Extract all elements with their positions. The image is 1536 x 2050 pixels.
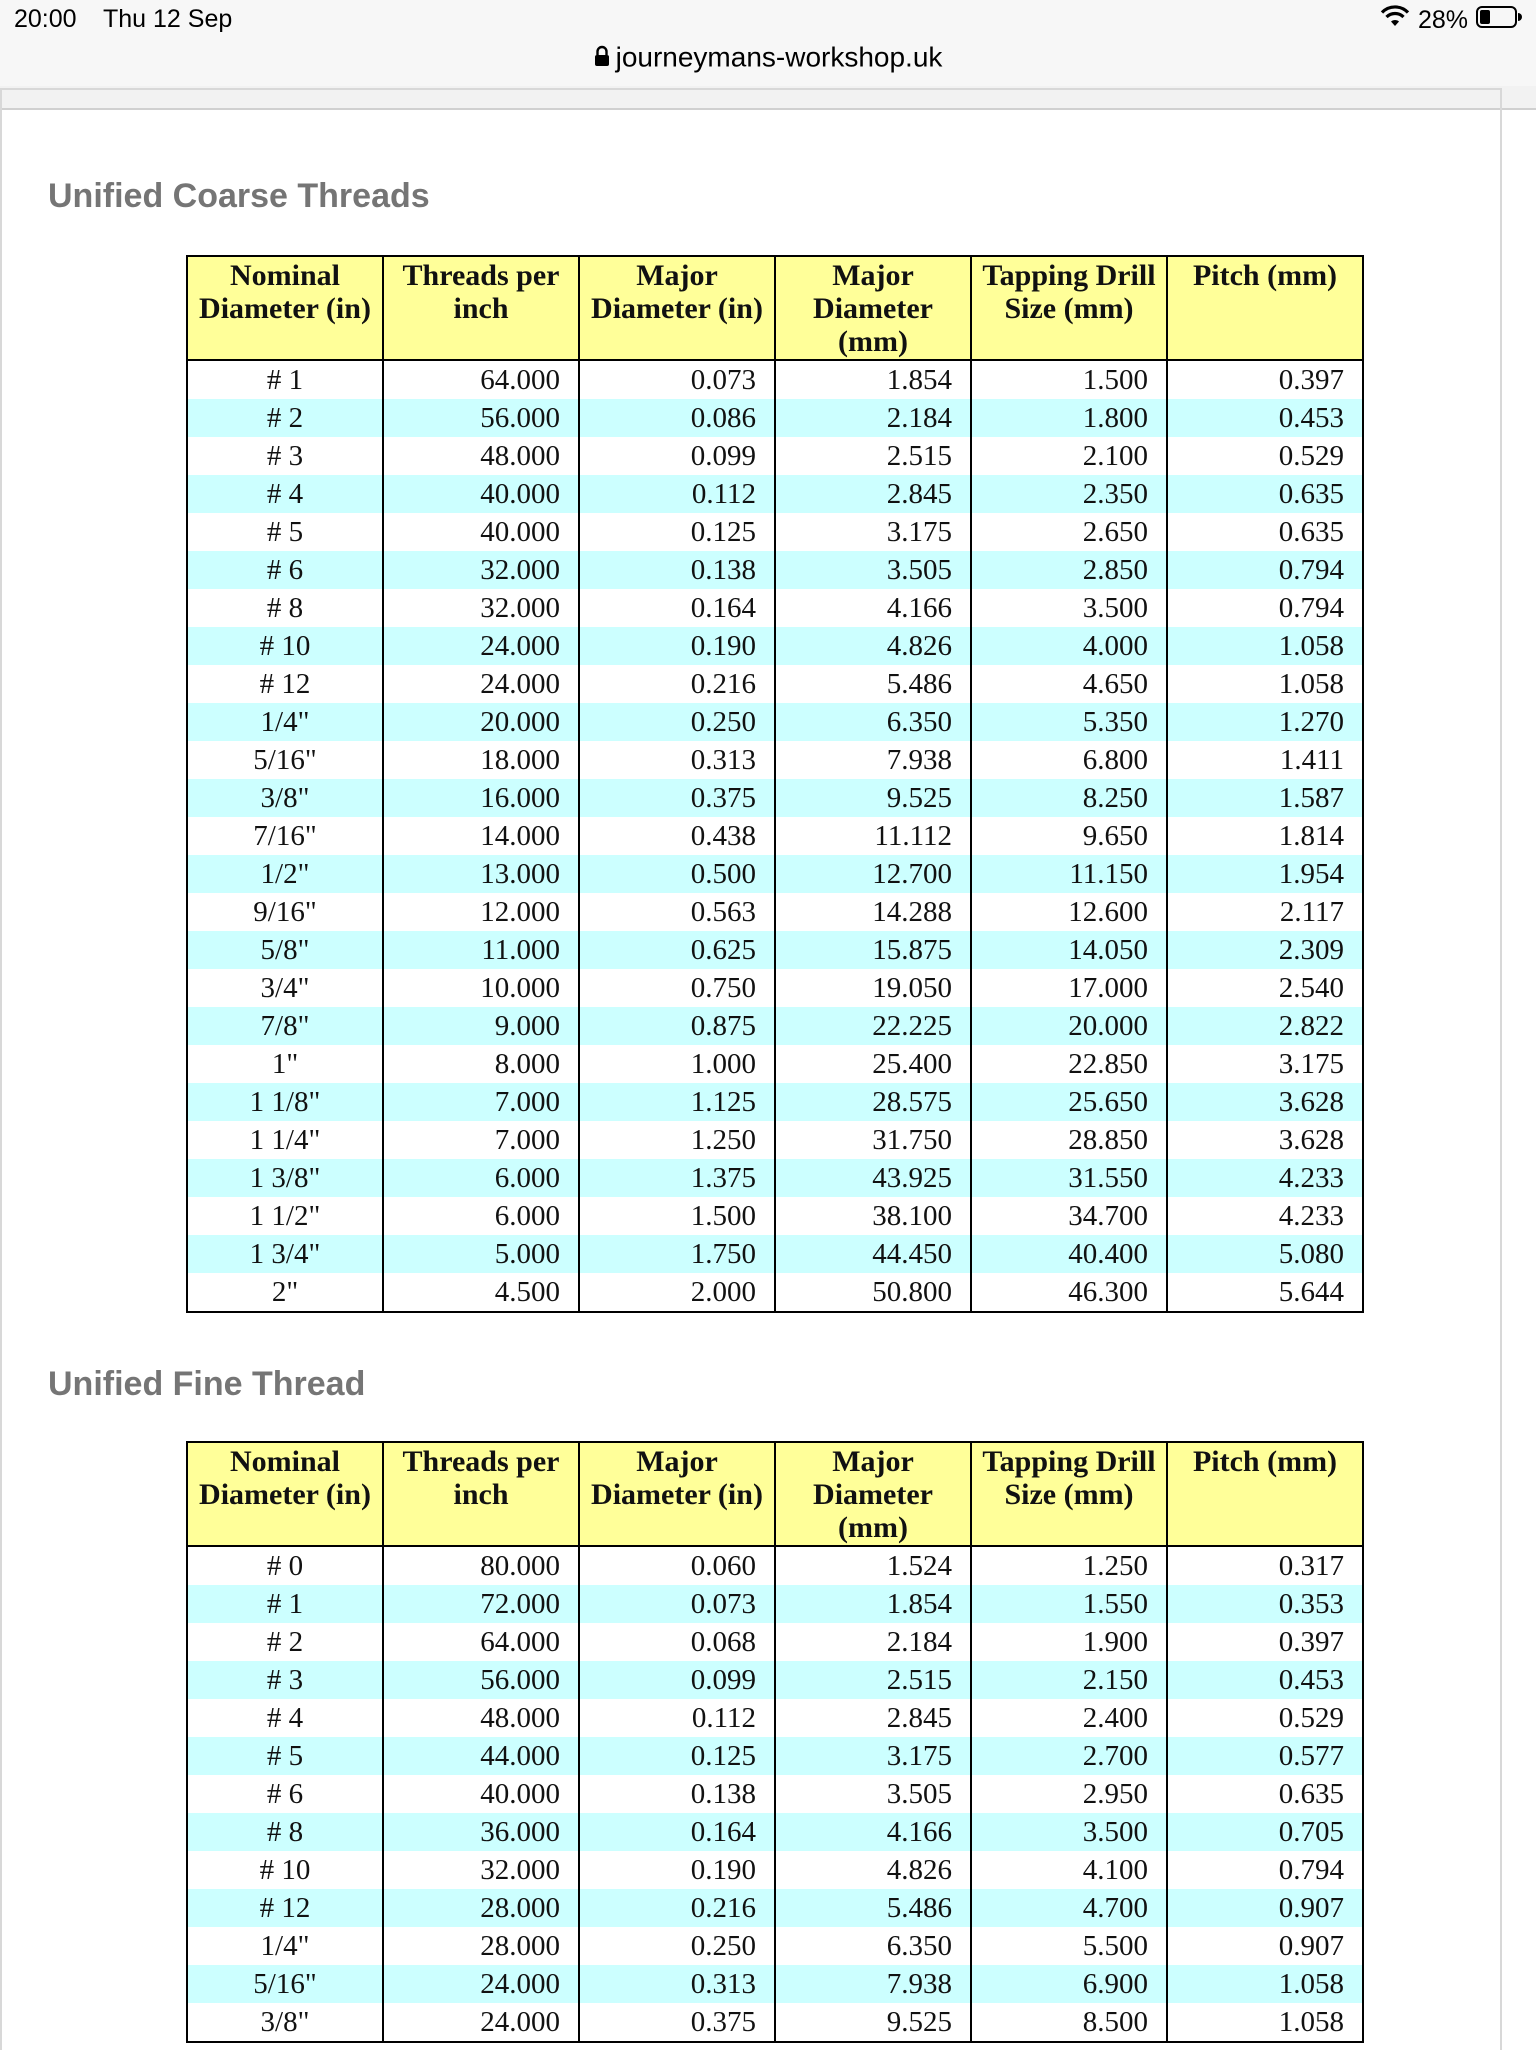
table-cell: 0.794 (1167, 1851, 1363, 1889)
table-row (187, 855, 1363, 893)
table-cell: 6.800 (971, 741, 1167, 779)
table-cell: # 6 (187, 551, 383, 589)
table-cell: 2.845 (775, 1699, 971, 1737)
table-cell: 0.099 (579, 437, 775, 475)
table-cell: # 3 (187, 437, 383, 475)
table-cell: 0.529 (1167, 1699, 1363, 1737)
table-cell: 9.525 (775, 2003, 971, 2042)
table-row (187, 1889, 1363, 1927)
table-row (187, 817, 1363, 855)
table-cell: 80.000 (383, 1546, 579, 1585)
table-cell: 1 3/8" (187, 1159, 383, 1197)
table-cell: 2.117 (1167, 893, 1363, 931)
table-cell: 1.524 (775, 1546, 971, 1585)
table-cell: 3.628 (1167, 1083, 1363, 1121)
table-cell: 0.635 (1167, 1775, 1363, 1813)
table-row (187, 1159, 1363, 1197)
table-cell: # 2 (187, 1623, 383, 1661)
url-text: journeymans-workshop.uk (615, 41, 943, 73)
table-row (187, 1121, 1363, 1159)
coarse-thread-table (186, 255, 1364, 1313)
table-cell: 44.450 (775, 1235, 971, 1273)
table-cell: # 5 (187, 1737, 383, 1775)
table-cell: 3.175 (1167, 1045, 1363, 1083)
table-cell: 4.700 (971, 1889, 1167, 1927)
table-cell: 0.125 (579, 513, 775, 551)
table-row (187, 1623, 1363, 1661)
column-header: Pitch (mm) (1167, 1442, 1363, 1546)
table-cell: 32.000 (383, 1851, 579, 1889)
table-cell: 72.000 (383, 1585, 579, 1623)
table-cell: 1.750 (579, 1235, 775, 1273)
table-cell: 1 1/8" (187, 1083, 383, 1121)
table-row (187, 1813, 1363, 1851)
table-cell: 0.635 (1167, 475, 1363, 513)
battery-icon (1476, 5, 1522, 36)
table-cell: 5/8" (187, 931, 383, 969)
table-row (187, 2003, 1363, 2042)
table-cell: 12.700 (775, 855, 971, 893)
table-cell: 4.000 (971, 627, 1167, 665)
table-row (187, 513, 1363, 551)
table-cell: 1/4" (187, 703, 383, 741)
table-cell: 28.000 (383, 1889, 579, 1927)
table-cell: 5/16" (187, 1965, 383, 2003)
table-cell: 17.000 (971, 969, 1167, 1007)
table-cell: 2.650 (971, 513, 1167, 551)
table-cell: 1.500 (579, 1197, 775, 1235)
table-row (187, 1965, 1363, 2003)
column-header: Tapping Drill Size (mm) (971, 256, 1167, 360)
table-cell: 0.317 (1167, 1546, 1363, 1585)
table-cell: 0.164 (579, 589, 775, 627)
table-cell: 1.800 (971, 399, 1167, 437)
table-row (187, 627, 1363, 665)
table-cell: 16.000 (383, 779, 579, 817)
table-cell: 0.875 (579, 1007, 775, 1045)
column-header: Major Diameter (mm) (775, 256, 971, 360)
table-cell: 0.907 (1167, 1889, 1363, 1927)
table-cell: 28.850 (971, 1121, 1167, 1159)
table-cell: 3/8" (187, 779, 383, 817)
table-cell: 0.563 (579, 893, 775, 931)
table-cell: 7/16" (187, 817, 383, 855)
table-cell: 0.216 (579, 1889, 775, 1927)
table-cell: 7.000 (383, 1083, 579, 1121)
table-cell: 13.000 (383, 855, 579, 893)
table-cell: 0.138 (579, 551, 775, 589)
table-row (187, 1699, 1363, 1737)
table-cell: 14.288 (775, 893, 971, 931)
table-cell: 0.099 (579, 1661, 775, 1699)
table-cell: 0.073 (579, 1585, 775, 1623)
table-cell: 0.794 (1167, 551, 1363, 589)
table-cell: # 3 (187, 1661, 383, 1699)
table-cell: # 6 (187, 1775, 383, 1813)
table-cell: 5.000 (383, 1235, 579, 1273)
table-cell: 0.112 (579, 475, 775, 513)
table-cell: # 10 (187, 627, 383, 665)
table-row (187, 665, 1363, 703)
table-cell: 1.900 (971, 1623, 1167, 1661)
column-header: Pitch (mm) (1167, 256, 1363, 360)
table-cell: 0.750 (579, 969, 775, 1007)
table-cell: 3.505 (775, 1775, 971, 1813)
table-cell: 12.000 (383, 893, 579, 931)
table-cell: 1.058 (1167, 627, 1363, 665)
table-cell: 6.900 (971, 1965, 1167, 2003)
table-cell: 1.058 (1167, 665, 1363, 703)
table-cell: # 8 (187, 1813, 383, 1851)
table-row (187, 893, 1363, 931)
table-row (187, 551, 1363, 589)
table-cell: # 2 (187, 399, 383, 437)
table-cell: 0.353 (1167, 1585, 1363, 1623)
table-cell: 0.500 (579, 855, 775, 893)
table-cell: 2.184 (775, 1623, 971, 1661)
table-cell: 4.650 (971, 665, 1167, 703)
table-cell: 0.125 (579, 1737, 775, 1775)
table-cell: 0.397 (1167, 1623, 1363, 1661)
column-header: Major Diameter (mm) (775, 1442, 971, 1546)
table-cell: 3/8" (187, 2003, 383, 2042)
table-cell: 3/4" (187, 969, 383, 1007)
table-cell: 0.164 (579, 1813, 775, 1851)
table-cell: 0.073 (579, 360, 775, 399)
table-cell: 40.000 (383, 475, 579, 513)
table-cell: 1 3/4" (187, 1235, 383, 1273)
table-cell: 0.794 (1167, 589, 1363, 627)
table-row (187, 741, 1363, 779)
table-cell: 32.000 (383, 589, 579, 627)
table-cell: 24.000 (383, 665, 579, 703)
table-cell: # 4 (187, 475, 383, 513)
table-cell: 8.000 (383, 1045, 579, 1083)
table-cell: 4.166 (775, 1813, 971, 1851)
lock-icon (594, 42, 610, 74)
table-cell: 14.050 (971, 931, 1167, 969)
table-cell: 1.854 (775, 1585, 971, 1623)
table-cell: 0.250 (579, 703, 775, 741)
table-cell: 28.575 (775, 1083, 971, 1121)
table-cell: 1.550 (971, 1585, 1167, 1623)
table-cell: # 10 (187, 1851, 383, 1889)
table-cell: 3.500 (971, 1813, 1167, 1851)
table-cell: 2.100 (971, 437, 1167, 475)
table-cell: 2.850 (971, 551, 1167, 589)
table-cell: # 0 (187, 1546, 383, 1585)
table-cell: 5/16" (187, 741, 383, 779)
table-cell: 0.529 (1167, 437, 1363, 475)
table-cell: 0.453 (1167, 1661, 1363, 1699)
table-cell: 0.907 (1167, 1927, 1363, 1965)
table-cell: 1/4" (187, 1927, 383, 1965)
table-cell: 3.175 (775, 513, 971, 551)
table-cell: 48.000 (383, 437, 579, 475)
table-cell: 38.100 (775, 1197, 971, 1235)
table-cell: 48.000 (383, 1699, 579, 1737)
table-cell: 0.375 (579, 779, 775, 817)
table-cell: 50.800 (775, 1273, 971, 1312)
table-cell: 1.954 (1167, 855, 1363, 893)
table-cell: 15.875 (775, 931, 971, 969)
table-cell: 9.650 (971, 817, 1167, 855)
table-cell: # 1 (187, 360, 383, 399)
table-cell: 0.112 (579, 1699, 775, 1737)
table-cell: 2.950 (971, 1775, 1167, 1813)
table-cell: 0.086 (579, 399, 775, 437)
table-row (187, 1273, 1363, 1312)
table-cell: 2.000 (579, 1273, 775, 1312)
table-row (187, 1546, 1363, 1585)
table-cell: 9.000 (383, 1007, 579, 1045)
wifi-icon (1380, 5, 1410, 36)
table-cell: 0.068 (579, 1623, 775, 1661)
table-cell: 31.750 (775, 1121, 971, 1159)
table-cell: 0.577 (1167, 1737, 1363, 1775)
table-cell: 4.826 (775, 627, 971, 665)
table-cell: 31.550 (971, 1159, 1167, 1197)
table-cell: 6.350 (775, 1927, 971, 1965)
column-header: Nominal Diameter (in) (187, 256, 383, 360)
table-cell: 5.644 (1167, 1273, 1363, 1312)
table-cell: 2.515 (775, 437, 971, 475)
table-cell: 5.080 (1167, 1235, 1363, 1273)
table-cell: 7/8" (187, 1007, 383, 1045)
table-cell: 0.635 (1167, 513, 1363, 551)
table-cell: 0.375 (579, 2003, 775, 2042)
table-cell: 2.822 (1167, 1007, 1363, 1045)
table-cell: 0.190 (579, 627, 775, 665)
header-row (187, 256, 1363, 360)
coarse-section-title: Unified Coarse Threads (48, 177, 430, 215)
table-cell: 1.270 (1167, 703, 1363, 741)
table-cell: 46.300 (971, 1273, 1167, 1312)
table-cell: 34.700 (971, 1197, 1167, 1235)
table-cell: # 4 (187, 1699, 383, 1737)
table-cell: 2.150 (971, 1661, 1167, 1699)
table-cell: 25.400 (775, 1045, 971, 1083)
table-cell: 11.000 (383, 931, 579, 969)
table-cell: 4.826 (775, 1851, 971, 1889)
table-cell: 3.500 (971, 589, 1167, 627)
table-cell: 18.000 (383, 741, 579, 779)
table-cell: 5.486 (775, 1889, 971, 1927)
table-cell: 2.309 (1167, 931, 1363, 969)
table-cell: 2.400 (971, 1699, 1167, 1737)
table-cell: # 12 (187, 1889, 383, 1927)
table-cell: 2.184 (775, 399, 971, 437)
status-bar (0, 0, 1536, 88)
table-cell: 9/16" (187, 893, 383, 931)
status-time: 20:00 (14, 5, 77, 33)
table-cell: 40.000 (383, 513, 579, 551)
table-cell: 0.313 (579, 741, 775, 779)
table-cell: 1 1/4" (187, 1121, 383, 1159)
table-cell: 5.350 (971, 703, 1167, 741)
table-cell: 25.650 (971, 1083, 1167, 1121)
table-cell: 3.175 (775, 1737, 971, 1775)
address-bar[interactable] (0, 40, 1536, 74)
table-cell: 0.397 (1167, 360, 1363, 399)
table-row (187, 1045, 1363, 1083)
table-cell: 0.190 (579, 1851, 775, 1889)
table-cell: 32.000 (383, 551, 579, 589)
table-cell: 11.112 (775, 817, 971, 855)
table-cell: 24.000 (383, 2003, 579, 2042)
table-row (187, 1083, 1363, 1121)
table-cell: 3.505 (775, 551, 971, 589)
table-cell: 64.000 (383, 360, 579, 399)
table-cell: 10.000 (383, 969, 579, 1007)
table-cell: 40.000 (383, 1775, 579, 1813)
table-row (187, 1661, 1363, 1699)
table-cell: 1.000 (579, 1045, 775, 1083)
table-row (187, 703, 1363, 741)
table-cell: 20.000 (383, 703, 579, 741)
table-cell: 64.000 (383, 1623, 579, 1661)
table-cell: # 12 (187, 665, 383, 703)
table-cell: 4.233 (1167, 1197, 1363, 1235)
table-cell: 0.138 (579, 1775, 775, 1813)
fine-thread-table (186, 1441, 1364, 2043)
table-cell: 0.216 (579, 665, 775, 703)
table-cell: 2.540 (1167, 969, 1363, 1007)
table-cell: 56.000 (383, 1661, 579, 1699)
table-cell: 0.705 (1167, 1813, 1363, 1851)
table-cell: 36.000 (383, 1813, 579, 1851)
table-row (187, 360, 1363, 399)
table-row (187, 1775, 1363, 1813)
table-cell: 1" (187, 1045, 383, 1083)
table-cell: 4.166 (775, 589, 971, 627)
table-cell: 11.150 (971, 855, 1167, 893)
table-cell: 2.350 (971, 475, 1167, 513)
table-row (187, 437, 1363, 475)
table-row (187, 1007, 1363, 1045)
table-row (187, 779, 1363, 817)
header-row (187, 1442, 1363, 1546)
table-cell: 7.000 (383, 1121, 579, 1159)
table-cell: 2.700 (971, 1737, 1167, 1775)
table-cell: 4.233 (1167, 1159, 1363, 1197)
table-cell: 14.000 (383, 817, 579, 855)
table-cell: 1.814 (1167, 817, 1363, 855)
column-header: Nominal Diameter (in) (187, 1442, 383, 1546)
table-cell: 2.515 (775, 1661, 971, 1699)
table-cell: 0.438 (579, 817, 775, 855)
table-row (187, 1927, 1363, 1965)
table-cell: 0.313 (579, 1965, 775, 2003)
table-cell: 7.938 (775, 1965, 971, 2003)
table-cell: 1.854 (775, 360, 971, 399)
table-cell: 1.500 (971, 360, 1167, 399)
table-row (187, 1737, 1363, 1775)
table-cell: 7.938 (775, 741, 971, 779)
column-header: Threads per inch (383, 256, 579, 360)
table-cell: 28.000 (383, 1927, 579, 1965)
table-cell: 40.400 (971, 1235, 1167, 1273)
table-cell: 8.250 (971, 779, 1167, 817)
table-cell: 19.050 (775, 969, 971, 1007)
table-cell: 1.058 (1167, 2003, 1363, 2042)
table-cell: 6.000 (383, 1197, 579, 1235)
table-cell: 44.000 (383, 1737, 579, 1775)
battery-percent: 28% (1417, 6, 1468, 34)
table-cell: 1.587 (1167, 779, 1363, 817)
table-cell: # 5 (187, 513, 383, 551)
table-cell: # 8 (187, 589, 383, 627)
table-cell: 4.500 (383, 1273, 579, 1312)
status-indicators (1380, 5, 1522, 36)
table-row (187, 1585, 1363, 1623)
table-cell: 8.500 (971, 2003, 1167, 2042)
table-cell: 0.060 (579, 1546, 775, 1585)
table-cell: 22.225 (775, 1007, 971, 1045)
table-cell: 24.000 (383, 627, 579, 665)
table-row (187, 1851, 1363, 1889)
table-cell: 0.453 (1167, 399, 1363, 437)
table-cell: 6.000 (383, 1159, 579, 1197)
table-cell: 56.000 (383, 399, 579, 437)
table-cell: 9.525 (775, 779, 971, 817)
table-cell: 0.250 (579, 1927, 775, 1965)
table-row (187, 969, 1363, 1007)
fine-section-title: Unified Fine Thread (48, 1365, 366, 1403)
table-cell: 1.375 (579, 1159, 775, 1197)
table-cell: 1.058 (1167, 1965, 1363, 2003)
table-cell: 20.000 (971, 1007, 1167, 1045)
column-header: Major Diameter (in) (579, 1442, 775, 1546)
table-row (187, 1235, 1363, 1273)
status-date: Thu 12 Sep (103, 5, 233, 33)
table-cell: 12.600 (971, 893, 1167, 931)
table-cell: 2" (187, 1273, 383, 1312)
table-cell: 1/2" (187, 855, 383, 893)
table-row (187, 475, 1363, 513)
table-cell: 5.500 (971, 1927, 1167, 1965)
table-cell: 43.925 (775, 1159, 971, 1197)
table-cell: 1.250 (579, 1121, 775, 1159)
table-cell: 1.250 (971, 1546, 1167, 1585)
table-cell: 1.125 (579, 1083, 775, 1121)
table-row (187, 399, 1363, 437)
table-row (187, 931, 1363, 969)
table-cell: 1 1/2" (187, 1197, 383, 1235)
table-cell: 0.625 (579, 931, 775, 969)
column-header: Tapping Drill Size (mm) (971, 1442, 1167, 1546)
table-row (187, 1197, 1363, 1235)
table-row (187, 589, 1363, 627)
table-cell: 6.350 (775, 703, 971, 741)
table-cell: # 1 (187, 1585, 383, 1623)
table-cell: 2.845 (775, 475, 971, 513)
table-cell: 3.628 (1167, 1121, 1363, 1159)
table-cell: 4.100 (971, 1851, 1167, 1889)
column-header: Major Diameter (in) (579, 256, 775, 360)
table-cell: 24.000 (383, 1965, 579, 2003)
table-cell: 22.850 (971, 1045, 1167, 1083)
table-cell: 1.411 (1167, 741, 1363, 779)
column-header: Threads per inch (383, 1442, 579, 1546)
table-cell: 5.486 (775, 665, 971, 703)
